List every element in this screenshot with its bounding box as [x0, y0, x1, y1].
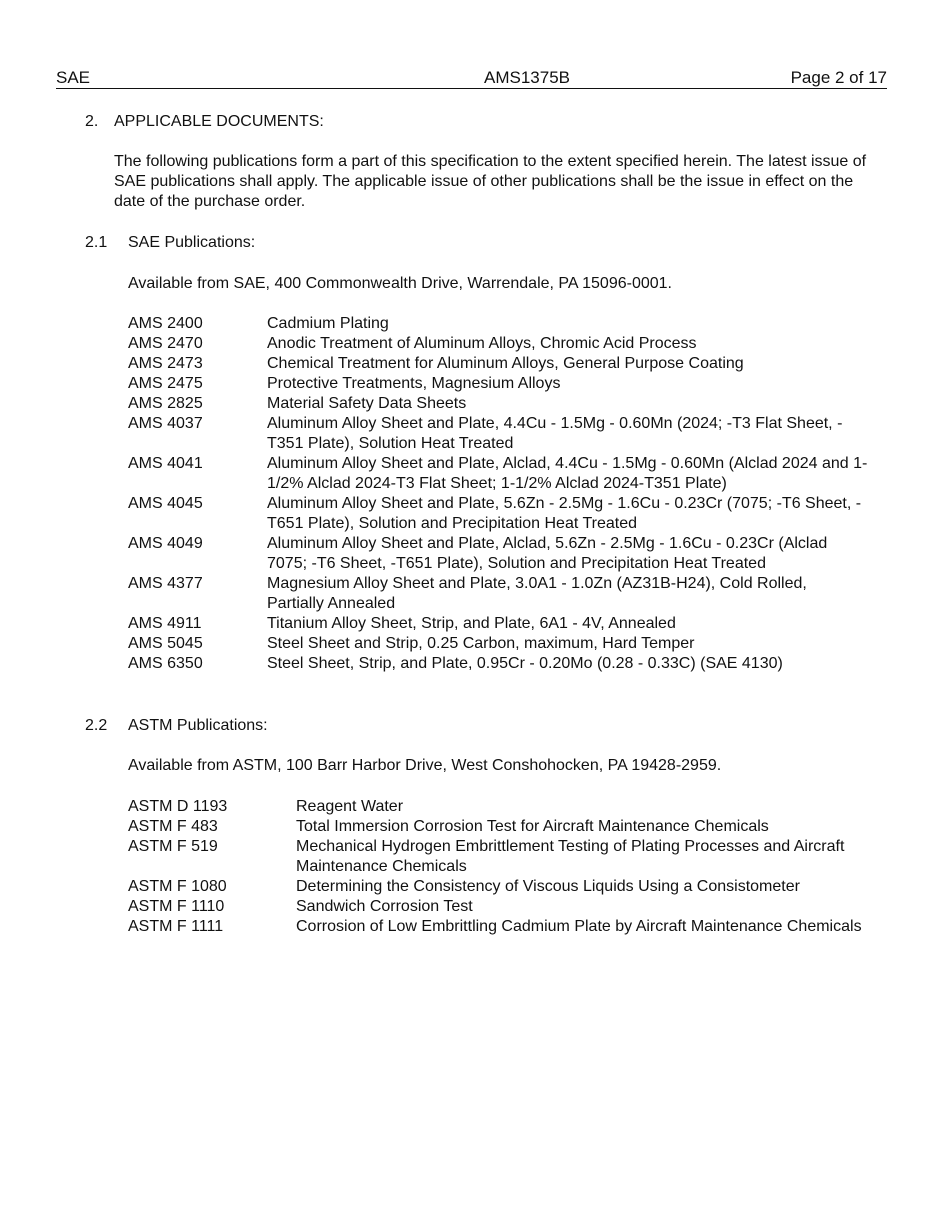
- list-item: [128, 314, 868, 334]
- list-item: [128, 797, 868, 817]
- doc-code: AMS 2825: [128, 395, 203, 412]
- doc-code: ASTM F 483: [128, 818, 218, 835]
- doc-code: AMS 5045: [128, 635, 203, 652]
- doc-code: AMS 2473: [128, 355, 203, 372]
- section-2-2-title: ASTM Publications:: [128, 717, 268, 734]
- doc-title: Corrosion of Low Embrittling Cadmium Plate by Aircraft Maintenance Chemicals: [296, 918, 862, 935]
- doc-title: Aluminum Alloy Sheet and Plate, 4.4Cu - 1.5Mg - 0.60Mn (2024; -T3 Flat Sheet, -T351 Plate), Solution Heat Treated: [267, 415, 843, 452]
- doc-title: Aluminum Alloy Sheet and Plate, Alclad, 5.6Zn - 2.5Mg - 1.6Cu - 0.23Cr (Alclad 7075; -T6 Sheet, -T651 Plate), Solution and Precipitation Heat Treated: [267, 535, 828, 572]
- header-org: SAE: [56, 68, 91, 87]
- doc-title: Total Immersion Corrosion Test for Aircraft Maintenance Chemicals: [296, 818, 769, 835]
- sae-availability: Available from SAE, 400 Commonwealth Drive, Warrendale, PA 15096-0001.: [128, 275, 672, 292]
- section-2-number: 2.: [85, 113, 99, 130]
- doc-code: ASTM D 1193: [128, 798, 228, 815]
- doc-title: Cadmium Plating: [267, 315, 389, 332]
- doc-code: ASTM F 1080: [128, 878, 227, 895]
- list-item: [128, 654, 868, 674]
- doc-code: AMS 2475: [128, 375, 203, 392]
- section-2-title: APPLICABLE DOCUMENTS:: [114, 113, 324, 130]
- doc-title: Steel Sheet, Strip, and Plate, 0.95Cr - 0.20Mo (0.28 - 0.33C) (SAE 4130): [267, 655, 783, 672]
- doc-code: ASTM F 1110: [128, 898, 225, 915]
- doc-code: AMS 4041: [128, 455, 203, 472]
- doc-code: ASTM F 1111: [128, 918, 224, 935]
- header-doc-id: AMS1375B: [484, 68, 570, 87]
- doc-title: Material Safety Data Sheets: [267, 395, 467, 412]
- list-item: [128, 374, 868, 394]
- list-item: [128, 394, 868, 414]
- doc-title: Reagent Water: [296, 798, 404, 815]
- doc-code: AMS 4037: [128, 415, 203, 432]
- doc-code: AMS 6350: [128, 655, 203, 672]
- list-item: [128, 414, 868, 454]
- doc-title: Chemical Treatment for Aluminum Alloys, General Purpose Coating: [267, 355, 744, 372]
- list-item: [128, 494, 868, 534]
- doc-title: Aluminum Alloy Sheet and Plate, 5.6Zn - 2.5Mg - 1.6Cu - 0.23Cr (7075; -T6 Sheet, -T651 Plate), Solution and Precipitation Heat Treated: [267, 495, 862, 532]
- doc-title: Determining the Consistency of Viscous Liquids Using a Consistometer: [296, 878, 800, 895]
- sae-publication-list: [128, 314, 868, 674]
- doc-title: Titanium Alloy Sheet, Strip, and Plate, 6A1 - 4V, Annealed: [267, 615, 676, 632]
- list-item: [128, 574, 868, 614]
- doc-title: Aluminum Alloy Sheet and Plate, Alclad, 4.4Cu - 1.5Mg - 0.60Mn (Alclad 2024 and 1-1/2% Alclad 2024-T3 Flat Sheet; 1-1/2% Alclad 2024-T351 Plate): [267, 455, 868, 492]
- doc-title: Mechanical Hydrogen Embrittlement Testing of Plating Processes and Aircraft Maintenance Chemicals: [296, 838, 845, 875]
- list-item: [128, 877, 868, 897]
- list-item: [128, 334, 868, 354]
- doc-code: AMS 4911: [128, 615, 202, 632]
- list-item: [128, 837, 868, 877]
- header-page-number: Page 2 of 17: [790, 68, 887, 87]
- astm-publication-list: [128, 797, 868, 937]
- list-item: [128, 534, 868, 574]
- doc-code: AMS 4045: [128, 495, 203, 512]
- doc-code: AMS 4049: [128, 535, 203, 552]
- doc-title: Magnesium Alloy Sheet and Plate, 3.0A1 - 1.0Zn (AZ31B-H24), Cold Rolled, Partially Annealed: [267, 575, 807, 612]
- section-2-2-heading: [85, 716, 268, 736]
- doc-code: AMS 4377: [128, 575, 203, 592]
- doc-code: AMS 2400: [128, 315, 203, 332]
- astm-availability: Available from ASTM, 100 Barr Harbor Drive, West Conshohocken, PA 19428-2959.: [128, 757, 722, 774]
- section-2-1-number: 2.1: [85, 234, 108, 251]
- list-item: [128, 634, 868, 654]
- list-item: [128, 897, 868, 917]
- page-header: [56, 68, 887, 89]
- section-2-2-number: 2.2: [85, 717, 108, 734]
- section-2-heading: [85, 112, 324, 132]
- section-2-intro: The following publications form a part of this specification to the extent specified herein. The latest issue of SAE publications shall apply. The applicable issue of other publications shall be the issue in effect on the date of the purchase order.: [114, 153, 867, 210]
- doc-code: ASTM F 519: [128, 838, 218, 855]
- list-item: [128, 614, 868, 634]
- section-2-1-heading: [85, 233, 255, 253]
- list-item: [128, 354, 868, 374]
- doc-title: Steel Sheet and Strip, 0.25 Carbon, maximum, Hard Temper: [267, 635, 695, 652]
- list-item: [128, 917, 868, 937]
- list-item: [128, 454, 868, 494]
- doc-title: Sandwich Corrosion Test: [296, 898, 473, 915]
- doc-code: AMS 2470: [128, 335, 203, 352]
- doc-title: Anodic Treatment of Aluminum Alloys, Chromic Acid Process: [267, 335, 697, 352]
- section-2-1-title: SAE Publications:: [128, 234, 256, 251]
- list-item: [128, 817, 868, 837]
- doc-title: Protective Treatments, Magnesium Alloys: [267, 375, 561, 392]
